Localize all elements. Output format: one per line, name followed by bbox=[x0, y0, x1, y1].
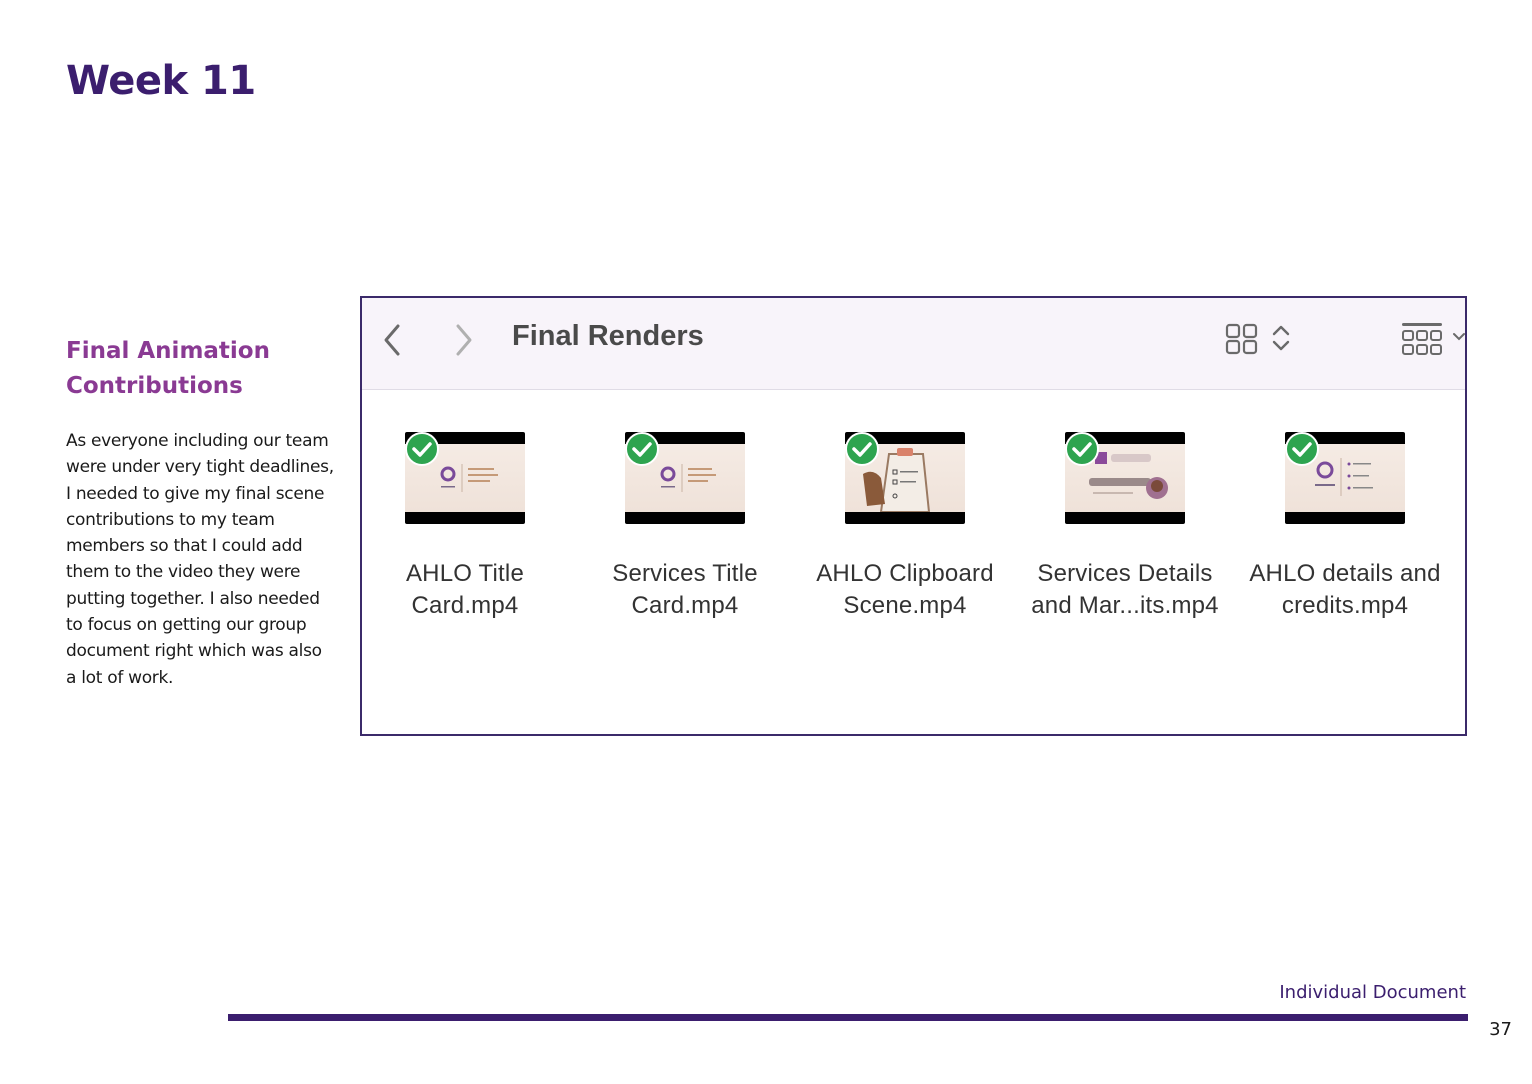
footer-divider bbox=[228, 1014, 1468, 1021]
video-thumbnail bbox=[845, 432, 965, 524]
back-button[interactable] bbox=[378, 320, 408, 360]
chevron-updown-icon bbox=[1270, 322, 1292, 354]
video-thumbnail bbox=[405, 432, 525, 524]
gallery-grid-icon bbox=[1400, 320, 1444, 358]
section-heading: Final Animation Contributions bbox=[66, 338, 270, 399]
checkmark-circle-icon bbox=[405, 432, 439, 466]
finder-toolbar bbox=[362, 298, 1465, 390]
file-item[interactable] bbox=[1240, 432, 1450, 622]
file-name: AHLO details and credits.mp4 bbox=[1249, 560, 1441, 619]
checkmark-circle-icon bbox=[1285, 432, 1319, 466]
finder-window bbox=[360, 296, 1467, 736]
chevron-down-icon[interactable] bbox=[1452, 328, 1466, 346]
video-thumbnail bbox=[625, 432, 745, 524]
file-item[interactable] bbox=[800, 432, 1010, 622]
file-name: AHLO Clipboard Scene.mp4 bbox=[816, 560, 994, 619]
page-title: Week 11 bbox=[66, 58, 256, 104]
file-item[interactable] bbox=[1020, 432, 1230, 622]
grid-view-icon bbox=[1224, 322, 1260, 356]
view-options-icon[interactable] bbox=[1270, 322, 1292, 354]
chevron-right-icon bbox=[448, 320, 478, 360]
file-grid bbox=[362, 390, 1465, 734]
page-number: 37 bbox=[1489, 1019, 1512, 1040]
footer-label: Individual Document bbox=[1279, 982, 1466, 1003]
checkmark-circle-icon bbox=[1065, 432, 1099, 466]
video-thumbnail bbox=[1065, 432, 1185, 524]
file-item[interactable] bbox=[360, 432, 570, 622]
folder-title: Final Renders bbox=[512, 320, 704, 352]
checkmark-circle-icon bbox=[845, 432, 879, 466]
body-paragraph: As everyone including our team were under very tight deadlines, I needed to give my final scene contributions to my team members so that I could add them to the video they were putting together. I also needed to focus on getting our group document right which was also a lot of work. bbox=[66, 431, 334, 688]
checkmark-circle-icon bbox=[625, 432, 659, 466]
group-by-button[interactable] bbox=[1400, 320, 1444, 358]
file-name: AHLO Title Card.mp4 bbox=[405, 560, 525, 619]
file-name: Services Details and Mar...its.mp4 bbox=[1031, 560, 1219, 619]
file-item[interactable] bbox=[580, 432, 790, 622]
video-thumbnail bbox=[1285, 432, 1405, 524]
forward-button[interactable] bbox=[448, 320, 478, 360]
icon-view-button[interactable] bbox=[1224, 322, 1260, 356]
file-name: Services Title Card.mp4 bbox=[612, 560, 758, 619]
chevron-left-icon bbox=[378, 320, 408, 360]
